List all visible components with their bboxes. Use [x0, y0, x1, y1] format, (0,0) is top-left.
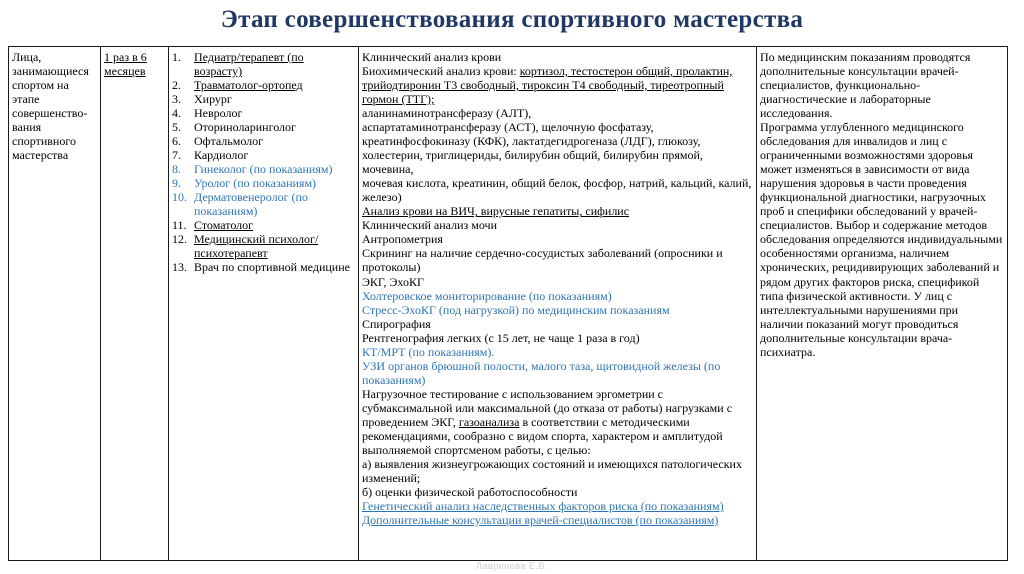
list-line [362, 218, 752, 232]
list-line [362, 204, 752, 218]
text-segment: Генетический анализ наследственных факторов риска (по показаниям) [362, 499, 724, 513]
list-line [362, 106, 752, 120]
text-segment: Кардиолог [194, 148, 249, 163]
text-segment: Анализ крови на ВИЧ, вирусные гепатиты, сифилис [362, 204, 630, 219]
list-line [172, 134, 354, 148]
cell-examinations [359, 47, 757, 560]
list-line [362, 246, 752, 274]
list-number: 4. [172, 106, 181, 121]
text-segment: а) выявления жизнеугрожающих состояний и имеющихся патологических изменений; [362, 456, 742, 485]
text-segment: мочевая кислота, креатинин, общий белок, фосфор, натрий, кальций, калий, железо) [362, 176, 752, 205]
text-segment: холестерин, триглицериды, билирубин общий, билирубин прямой, мочевина, [362, 148, 703, 177]
list-line [172, 92, 354, 106]
text-segment: аспартатаминотрансферазу (АСТ), щелочную фосфатазу, [362, 120, 654, 135]
list-line [172, 260, 354, 274]
text-segment: креатинфосфокиназу (КФК), лактатдегидрогеназа (ЛДГ), глюкозу, [362, 134, 701, 149]
examinations-list [362, 50, 752, 527]
text-segment: Программа углубленного медицинского обследования для инвалидов и лиц с ограниченными возможностями здоровья может изменяться в зависимости от вида нарушения здоровья в части проведения функциональной диагностики, нагрузочных проб и специфики обследований у врачей-специалистов. Выбор и содержание методов обследования определяются индивидуальными особенностями организма, наличием хронических, рецидивирующих заболеваний и рядом других факторов риска, спецификой типа физической активности. У лиц с интеллектуальными нарушениями при наличии показаний могут проводиться дополнительные консультации врача-психиатра. [760, 120, 1003, 359]
list-line [172, 78, 354, 92]
list-number: 1. [172, 50, 181, 64]
list-line [362, 232, 752, 246]
list-line [172, 162, 354, 176]
list-body [194, 120, 354, 134]
list-line [760, 120, 1003, 359]
text-segment: Скрининг на наличие сердечно-сосудистых заболеваний (опросники и протоколы) [362, 246, 723, 275]
list-line [172, 106, 354, 120]
list-body [194, 260, 354, 274]
list-number: 2. [172, 78, 181, 93]
list-line [172, 148, 354, 162]
text-segment: Холтеровское мониторирование (по показаниям) [362, 288, 612, 303]
text-segment: в соответствии с методическими рекомендациями, сообразно с видом спорта, характером и амплитудой выполняемой спортсменом работы, с целью: [362, 414, 723, 457]
list-number: 7. [172, 148, 181, 163]
list-line [362, 176, 752, 204]
cell-notes [757, 47, 1007, 560]
frequency-text: 1 раз в 6 месяцев [104, 50, 147, 79]
list-line [172, 120, 354, 134]
list-line [362, 134, 752, 148]
list-number: 11. [172, 218, 187, 233]
text-segment: Клинический анализ крови [362, 50, 502, 64]
text-segment: Дополнительные консультации врачей-специалистов (по показаниям) [362, 513, 719, 528]
list-line [362, 120, 752, 134]
list-line [172, 232, 354, 260]
list-number: 12. [172, 232, 187, 247]
text-segment: б) оценки физической работоспособности [362, 484, 578, 499]
text-segment: КТ/МРТ (по показаниям). [362, 344, 495, 359]
list-body [194, 78, 354, 92]
list-body [194, 92, 354, 106]
list-line [362, 359, 752, 387]
list-number: 10. [172, 190, 187, 205]
list-line [362, 331, 752, 345]
notes-text [760, 50, 1003, 359]
cell-specialists [169, 47, 359, 560]
list-body [194, 134, 354, 148]
text-segment: Офтальмолог [194, 134, 264, 149]
text-segment: Стресс-ЭхоКГ (под нагрузкой) по медицинским показаниям [362, 302, 670, 317]
watermark: Лавринова Е.В. [476, 561, 548, 571]
list-body [194, 190, 354, 218]
list-line [362, 303, 752, 317]
text-segment: По медицинским показаниям проводятся дополнительные консультации врачей-специалистов, функционально-диагностические и лабораторные исследования. [760, 50, 971, 121]
list-line [362, 317, 752, 331]
cell-contingent [9, 47, 101, 560]
list-line [362, 485, 752, 499]
list-body [194, 176, 354, 190]
list-line [362, 275, 752, 289]
text-segment: Рентгенография легких (с 15 лет, не чаще 1 раза в год) [362, 330, 640, 345]
list-number: 8. [172, 162, 181, 177]
list-line [362, 513, 752, 527]
text-segment: кортизол, тестостерон общий, пролактин, трийодтиронин Т3 свободный, тироксин Т4 свободный, тиреотропный гормон (ТТГ); [362, 64, 733, 107]
list-body [194, 106, 354, 120]
list-number: 9. [172, 176, 181, 191]
page-title: Этап совершенствования спортивного мастерства [220, 6, 804, 33]
list-number: 5. [172, 120, 181, 135]
list-line [172, 176, 354, 190]
list-body [194, 232, 354, 260]
list-line [362, 148, 752, 176]
list-line [362, 387, 752, 457]
specialists-list [172, 50, 354, 275]
cell-frequency [101, 47, 169, 560]
list-body [194, 218, 354, 232]
text-segment: Хирург [194, 92, 232, 107]
text-segment: ЭКГ, ЭхоКГ [362, 274, 424, 289]
text-segment: Антропометрия [362, 232, 443, 247]
text-segment: аланинаминотрансферазу (АЛТ), [362, 106, 532, 121]
text-segment: Спирография [362, 316, 431, 331]
list-body [194, 50, 354, 78]
list-body [194, 162, 354, 176]
list-number: 3. [172, 92, 181, 107]
list-line [362, 289, 752, 303]
list-line [362, 457, 752, 485]
text-segment: УЗИ органов брюшной полости, малого таза, щитовидной железы (по показаниям) [362, 358, 721, 387]
list-line [362, 345, 752, 359]
text-segment: Медицинский психолог/психотерапевт [194, 232, 319, 261]
list-line [760, 50, 1003, 120]
text-segment: Уролог (по показаниям) [194, 176, 317, 191]
text-segment: Невролог [194, 106, 243, 121]
text-segment: Гинеколог (по показаниям) [194, 162, 333, 177]
list-line [362, 50, 752, 64]
list-number: 6. [172, 134, 181, 149]
text-segment: Оториноларинголог [194, 120, 296, 135]
text-segment: Врач по спортивной медицине [194, 260, 350, 275]
text-segment: Травматолог-ортопед [194, 78, 303, 93]
text-segment: Дерматовенеролог (по показаниям) [194, 190, 308, 219]
list-line [362, 499, 752, 513]
text-segment: газоанализа [458, 414, 520, 429]
list-line [362, 64, 752, 106]
list-body [194, 148, 354, 162]
text-segment: Нагрузочное тестирование с использованием эргометрии с субмаксимальной или максимальной (до отказа от работы) нагрузками с проведением ЭКГ, [362, 386, 733, 429]
list-line [172, 218, 354, 232]
text-segment: Стоматолог [194, 218, 254, 233]
list-line [172, 190, 354, 218]
text-segment: Биохимический анализ крови: [362, 64, 520, 79]
list-number: 13. [172, 260, 187, 275]
contingent-text: Лица, занимающиеся спортом на этапе совершенство-вания спортивного мастерства [12, 50, 89, 163]
list-line [172, 50, 354, 78]
text-segment: Клинический анализ мочи [362, 218, 497, 233]
text-segment: Педиатр/терапевт (по возрасту) [194, 50, 304, 79]
main-table [8, 46, 1008, 561]
